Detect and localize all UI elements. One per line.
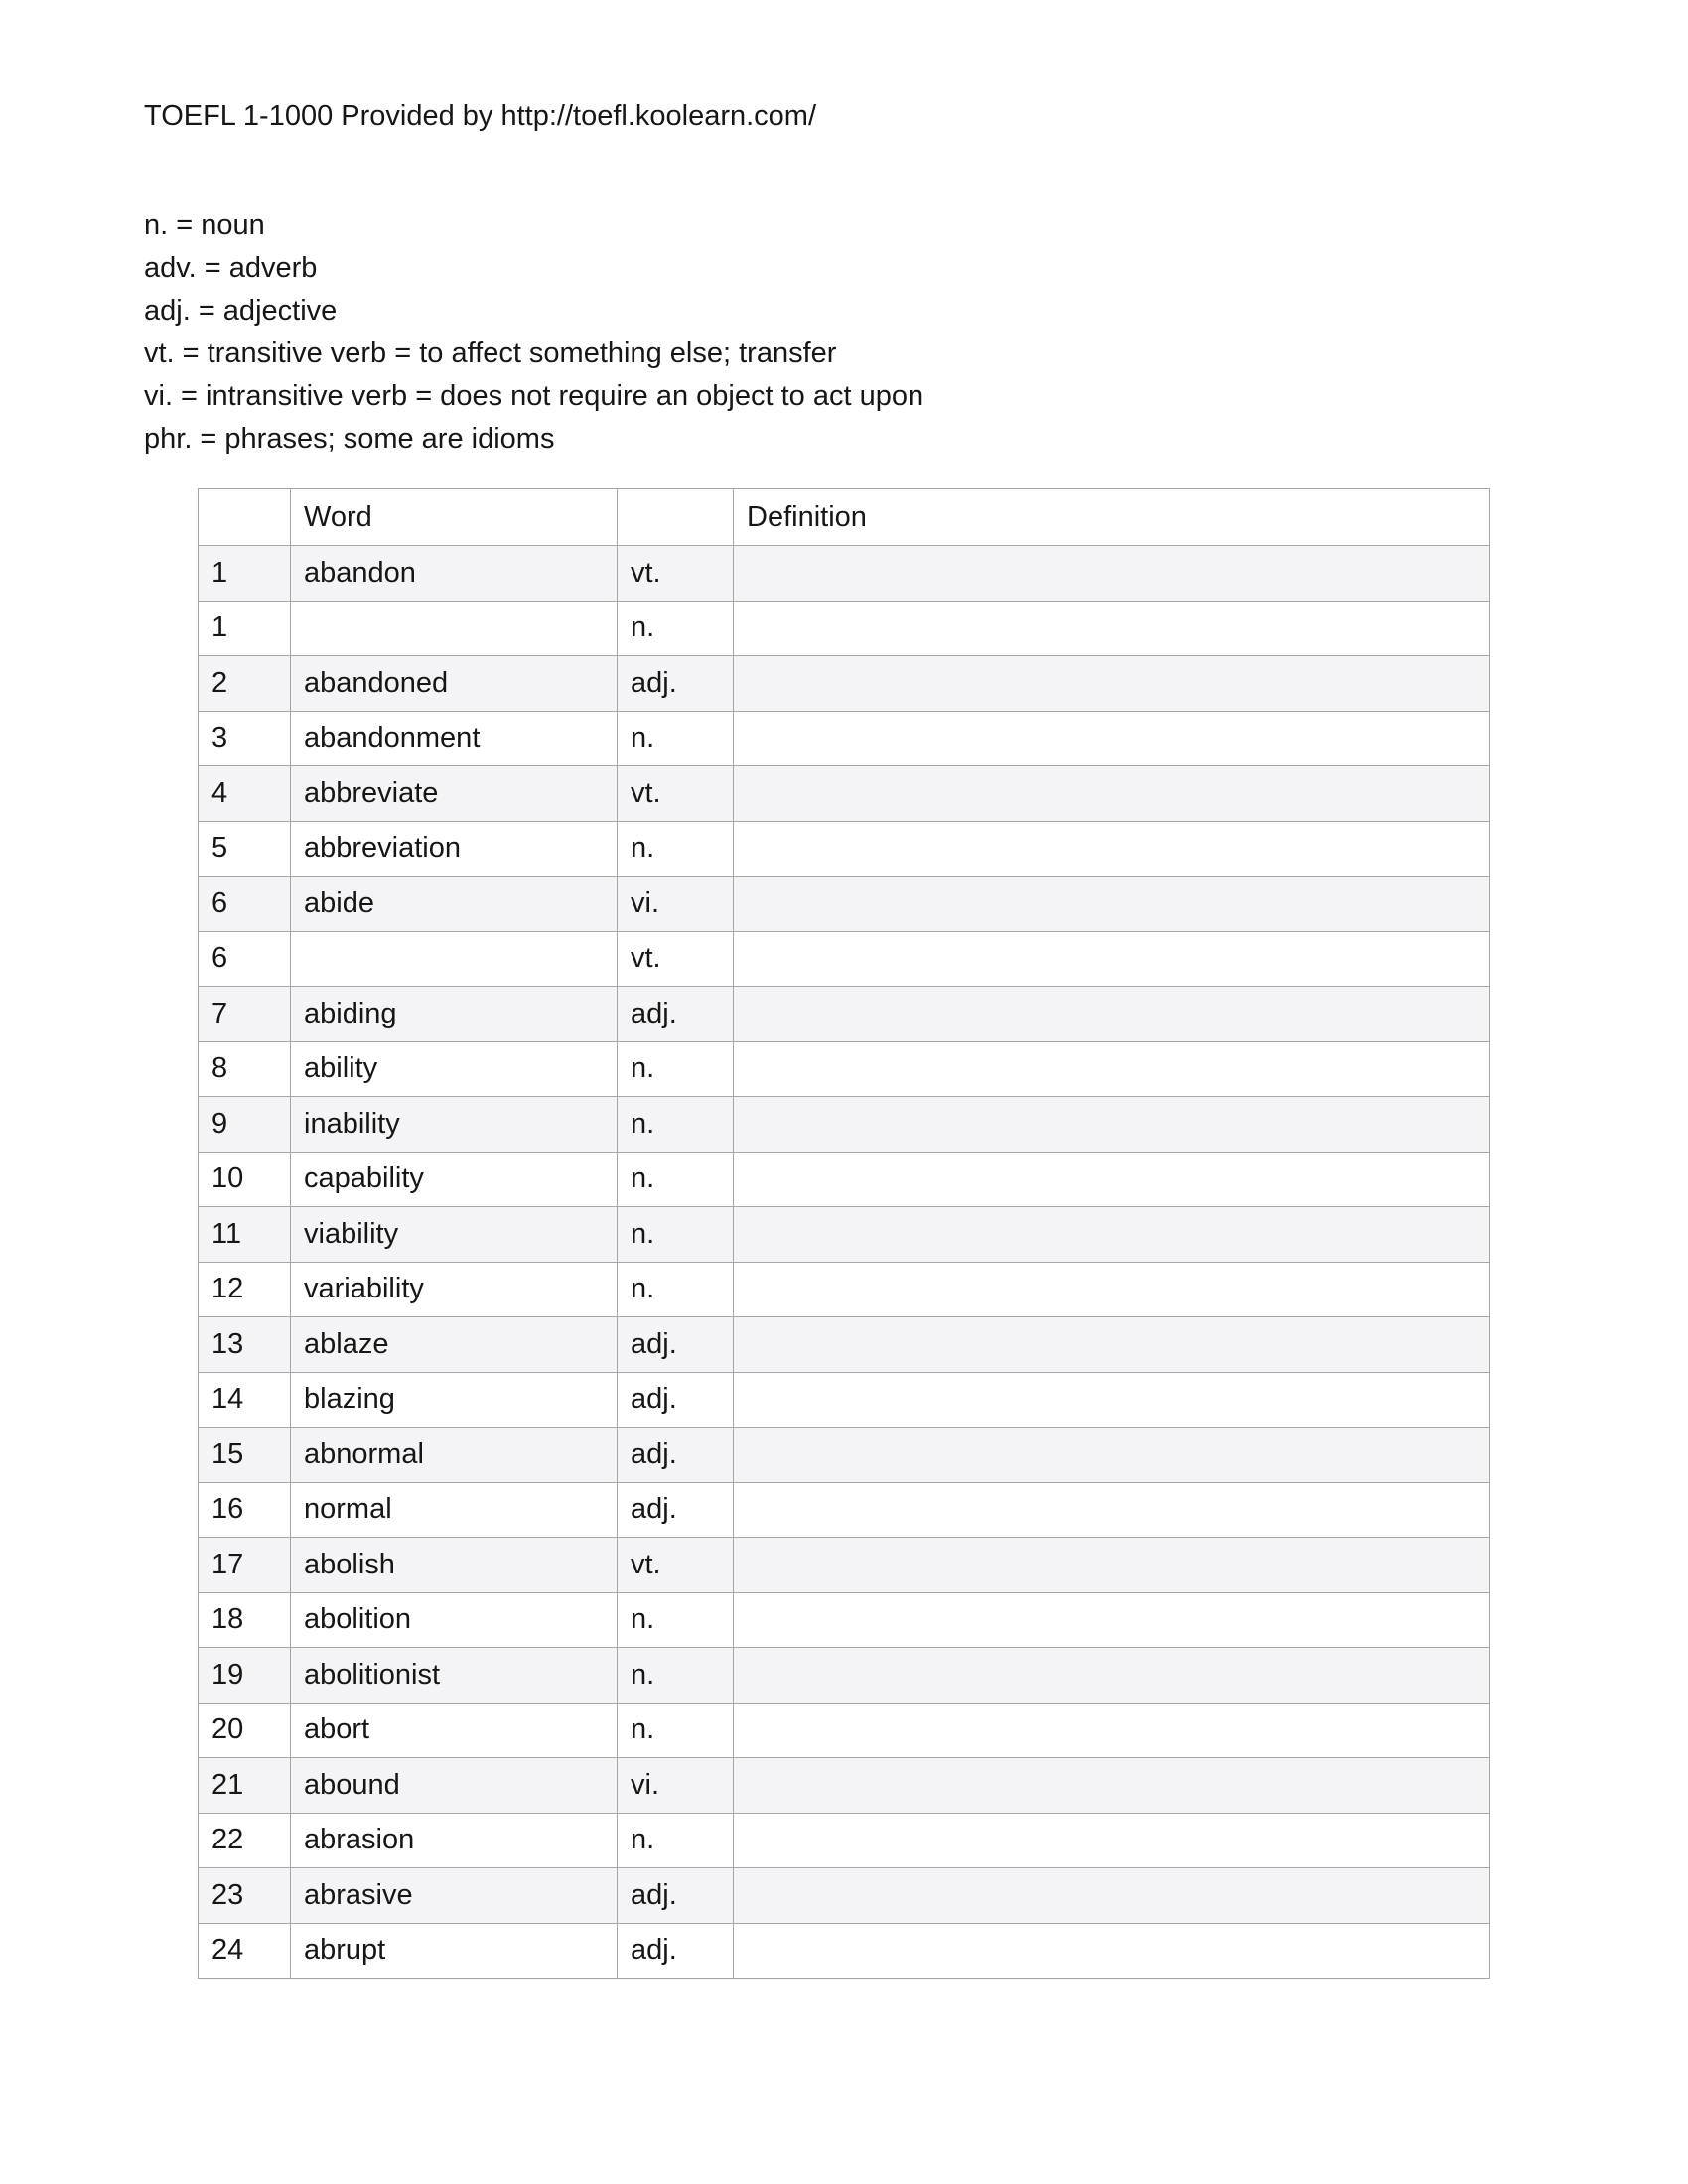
table-row bbox=[199, 1648, 1490, 1704]
word-cell bbox=[291, 601, 618, 656]
pos-cell: adj. bbox=[618, 1428, 734, 1483]
pos-cell: adj. bbox=[618, 987, 734, 1042]
definition-cell bbox=[734, 711, 1490, 766]
legend-line-adjective: adj. = adjective bbox=[144, 295, 338, 327]
definition-cell bbox=[734, 1152, 1490, 1207]
header-definition-cell: Definition bbox=[734, 489, 1490, 546]
row-number-cell: 6 bbox=[199, 877, 291, 932]
word-cell: variability bbox=[291, 1262, 618, 1317]
row-number-cell: 12 bbox=[199, 1262, 291, 1317]
word-cell: capability bbox=[291, 1152, 618, 1207]
table-row bbox=[199, 1207, 1490, 1263]
word-cell: abandon bbox=[291, 546, 618, 602]
header-pos-cell bbox=[618, 489, 734, 546]
table-row bbox=[199, 711, 1490, 766]
row-number-cell: 23 bbox=[199, 1868, 291, 1924]
word-cell: abolish bbox=[291, 1538, 618, 1593]
word-cell: inability bbox=[291, 1097, 618, 1153]
row-number-cell: 2 bbox=[199, 656, 291, 712]
definition-cell bbox=[734, 931, 1490, 987]
table-row bbox=[199, 1097, 1490, 1153]
definition-cell bbox=[734, 987, 1490, 1042]
table-row bbox=[199, 1041, 1490, 1097]
definition-cell bbox=[734, 1428, 1490, 1483]
word-cell: normal bbox=[291, 1482, 618, 1538]
definition-cell bbox=[734, 1041, 1490, 1097]
word-cell: abnormal bbox=[291, 1428, 618, 1483]
row-number-cell: 3 bbox=[199, 711, 291, 766]
definition-cell bbox=[734, 1538, 1490, 1593]
word-cell: abiding bbox=[291, 987, 618, 1042]
pos-cell: n. bbox=[618, 1648, 734, 1704]
pos-cell: n. bbox=[618, 601, 734, 656]
pos-cell: n. bbox=[618, 1703, 734, 1758]
definition-cell bbox=[734, 1703, 1490, 1758]
table-row bbox=[199, 1592, 1490, 1648]
row-number-cell: 1 bbox=[199, 601, 291, 656]
row-number-cell: 24 bbox=[199, 1923, 291, 1979]
pos-cell: adj. bbox=[618, 1482, 734, 1538]
legend-line-vi: vi. = intransitive verb = does not require an object to act upon bbox=[144, 380, 924, 412]
pos-cell: n. bbox=[618, 711, 734, 766]
definition-cell bbox=[734, 1758, 1490, 1814]
pos-cell: adj. bbox=[618, 656, 734, 712]
row-number-cell: 1 bbox=[199, 546, 291, 602]
pos-cell: vt. bbox=[618, 1538, 734, 1593]
table-row bbox=[199, 601, 1490, 656]
word-cell: abound bbox=[291, 1758, 618, 1814]
table-row bbox=[199, 1538, 1490, 1593]
table-row bbox=[199, 1428, 1490, 1483]
row-number-cell: 7 bbox=[199, 987, 291, 1042]
word-cell: blazing bbox=[291, 1372, 618, 1428]
pos-cell: adj. bbox=[618, 1317, 734, 1373]
pos-cell: adj. bbox=[618, 1868, 734, 1924]
table-row bbox=[199, 987, 1490, 1042]
row-number-cell: 18 bbox=[199, 1592, 291, 1648]
row-number-cell: 16 bbox=[199, 1482, 291, 1538]
row-number-cell: 14 bbox=[199, 1372, 291, 1428]
table-row bbox=[199, 821, 1490, 877]
pos-cell: n. bbox=[618, 1262, 734, 1317]
row-number-cell: 11 bbox=[199, 1207, 291, 1263]
row-number-cell: 22 bbox=[199, 1813, 291, 1868]
definition-cell bbox=[734, 1262, 1490, 1317]
table-row bbox=[199, 1868, 1490, 1924]
row-number-cell: 19 bbox=[199, 1648, 291, 1704]
definition-cell bbox=[734, 1648, 1490, 1704]
row-number-cell: 4 bbox=[199, 766, 291, 822]
table-row bbox=[199, 1813, 1490, 1868]
word-cell: ablaze bbox=[291, 1317, 618, 1373]
table-row bbox=[199, 1262, 1490, 1317]
word-cell: abbreviate bbox=[291, 766, 618, 822]
vocabulary-table bbox=[198, 488, 1490, 1979]
header-number-cell bbox=[199, 489, 291, 546]
word-cell: abolitionist bbox=[291, 1648, 618, 1704]
word-cell: viability bbox=[291, 1207, 618, 1263]
definition-cell bbox=[734, 1482, 1490, 1538]
legend-line-vt: vt. = transitive verb = to affect something else; transfer bbox=[144, 338, 837, 369]
pos-cell: n. bbox=[618, 1041, 734, 1097]
pos-cell: vt. bbox=[618, 766, 734, 822]
pos-cell: vt. bbox=[618, 931, 734, 987]
word-cell: ability bbox=[291, 1041, 618, 1097]
row-number-cell: 10 bbox=[199, 1152, 291, 1207]
pos-cell: vi. bbox=[618, 1758, 734, 1814]
word-cell: abort bbox=[291, 1703, 618, 1758]
definition-cell bbox=[734, 821, 1490, 877]
word-cell bbox=[291, 931, 618, 987]
definition-cell bbox=[734, 1923, 1490, 1979]
definition-cell bbox=[734, 546, 1490, 602]
table-row bbox=[199, 1152, 1490, 1207]
abbreviation-legend bbox=[144, 205, 923, 461]
word-cell: abolition bbox=[291, 1592, 618, 1648]
table-header-row bbox=[199, 489, 1490, 546]
table-row bbox=[199, 1923, 1490, 1979]
row-number-cell: 20 bbox=[199, 1703, 291, 1758]
table-row bbox=[199, 656, 1490, 712]
word-cell: abrasive bbox=[291, 1868, 618, 1924]
definition-cell bbox=[734, 1097, 1490, 1153]
legend-line-adverb: adv. = adverb bbox=[144, 252, 318, 284]
pos-cell: n. bbox=[618, 1207, 734, 1263]
word-cell: abandonment bbox=[291, 711, 618, 766]
definition-cell bbox=[734, 766, 1490, 822]
legend-line-phr: phr. = phrases; some are idioms bbox=[144, 423, 555, 455]
table-row bbox=[199, 766, 1490, 822]
row-number-cell: 15 bbox=[199, 1428, 291, 1483]
pos-cell: n. bbox=[618, 1592, 734, 1648]
word-cell: abbreviation bbox=[291, 821, 618, 877]
table-row bbox=[199, 1758, 1490, 1814]
word-cell: abrasion bbox=[291, 1813, 618, 1868]
table-row bbox=[199, 931, 1490, 987]
table-row bbox=[199, 1317, 1490, 1373]
definition-cell bbox=[734, 601, 1490, 656]
row-number-cell: 5 bbox=[199, 821, 291, 877]
row-number-cell: 21 bbox=[199, 1758, 291, 1814]
row-number-cell: 13 bbox=[199, 1317, 291, 1373]
pos-cell: vt. bbox=[618, 546, 734, 602]
definition-cell bbox=[734, 1868, 1490, 1924]
header-word-cell: Word bbox=[291, 489, 618, 546]
page-title: TOEFL 1-1000 Provided by http://toefl.koolearn.com/ bbox=[144, 100, 817, 132]
pos-cell: n. bbox=[618, 1152, 734, 1207]
table-row bbox=[199, 546, 1490, 602]
table-row bbox=[199, 1703, 1490, 1758]
definition-cell bbox=[734, 1592, 1490, 1648]
table-row bbox=[199, 1482, 1490, 1538]
legend-line-noun: n. = noun bbox=[144, 209, 265, 241]
definition-cell bbox=[734, 1372, 1490, 1428]
row-number-cell: 6 bbox=[199, 931, 291, 987]
pos-cell: adj. bbox=[618, 1923, 734, 1979]
definition-cell bbox=[734, 1207, 1490, 1263]
pos-cell: n. bbox=[618, 1813, 734, 1868]
pos-cell: n. bbox=[618, 821, 734, 877]
word-cell: abandoned bbox=[291, 656, 618, 712]
definition-cell bbox=[734, 656, 1490, 712]
word-cell: abrupt bbox=[291, 1923, 618, 1979]
row-number-cell: 17 bbox=[199, 1538, 291, 1593]
table-row bbox=[199, 1372, 1490, 1428]
table-row bbox=[199, 877, 1490, 932]
row-number-cell: 8 bbox=[199, 1041, 291, 1097]
definition-cell bbox=[734, 1317, 1490, 1373]
row-number-cell: 9 bbox=[199, 1097, 291, 1153]
word-cell: abide bbox=[291, 877, 618, 932]
definition-cell bbox=[734, 877, 1490, 932]
definition-cell bbox=[734, 1813, 1490, 1868]
pos-cell: n. bbox=[618, 1097, 734, 1153]
pos-cell: adj. bbox=[618, 1372, 734, 1428]
pos-cell: vi. bbox=[618, 877, 734, 932]
